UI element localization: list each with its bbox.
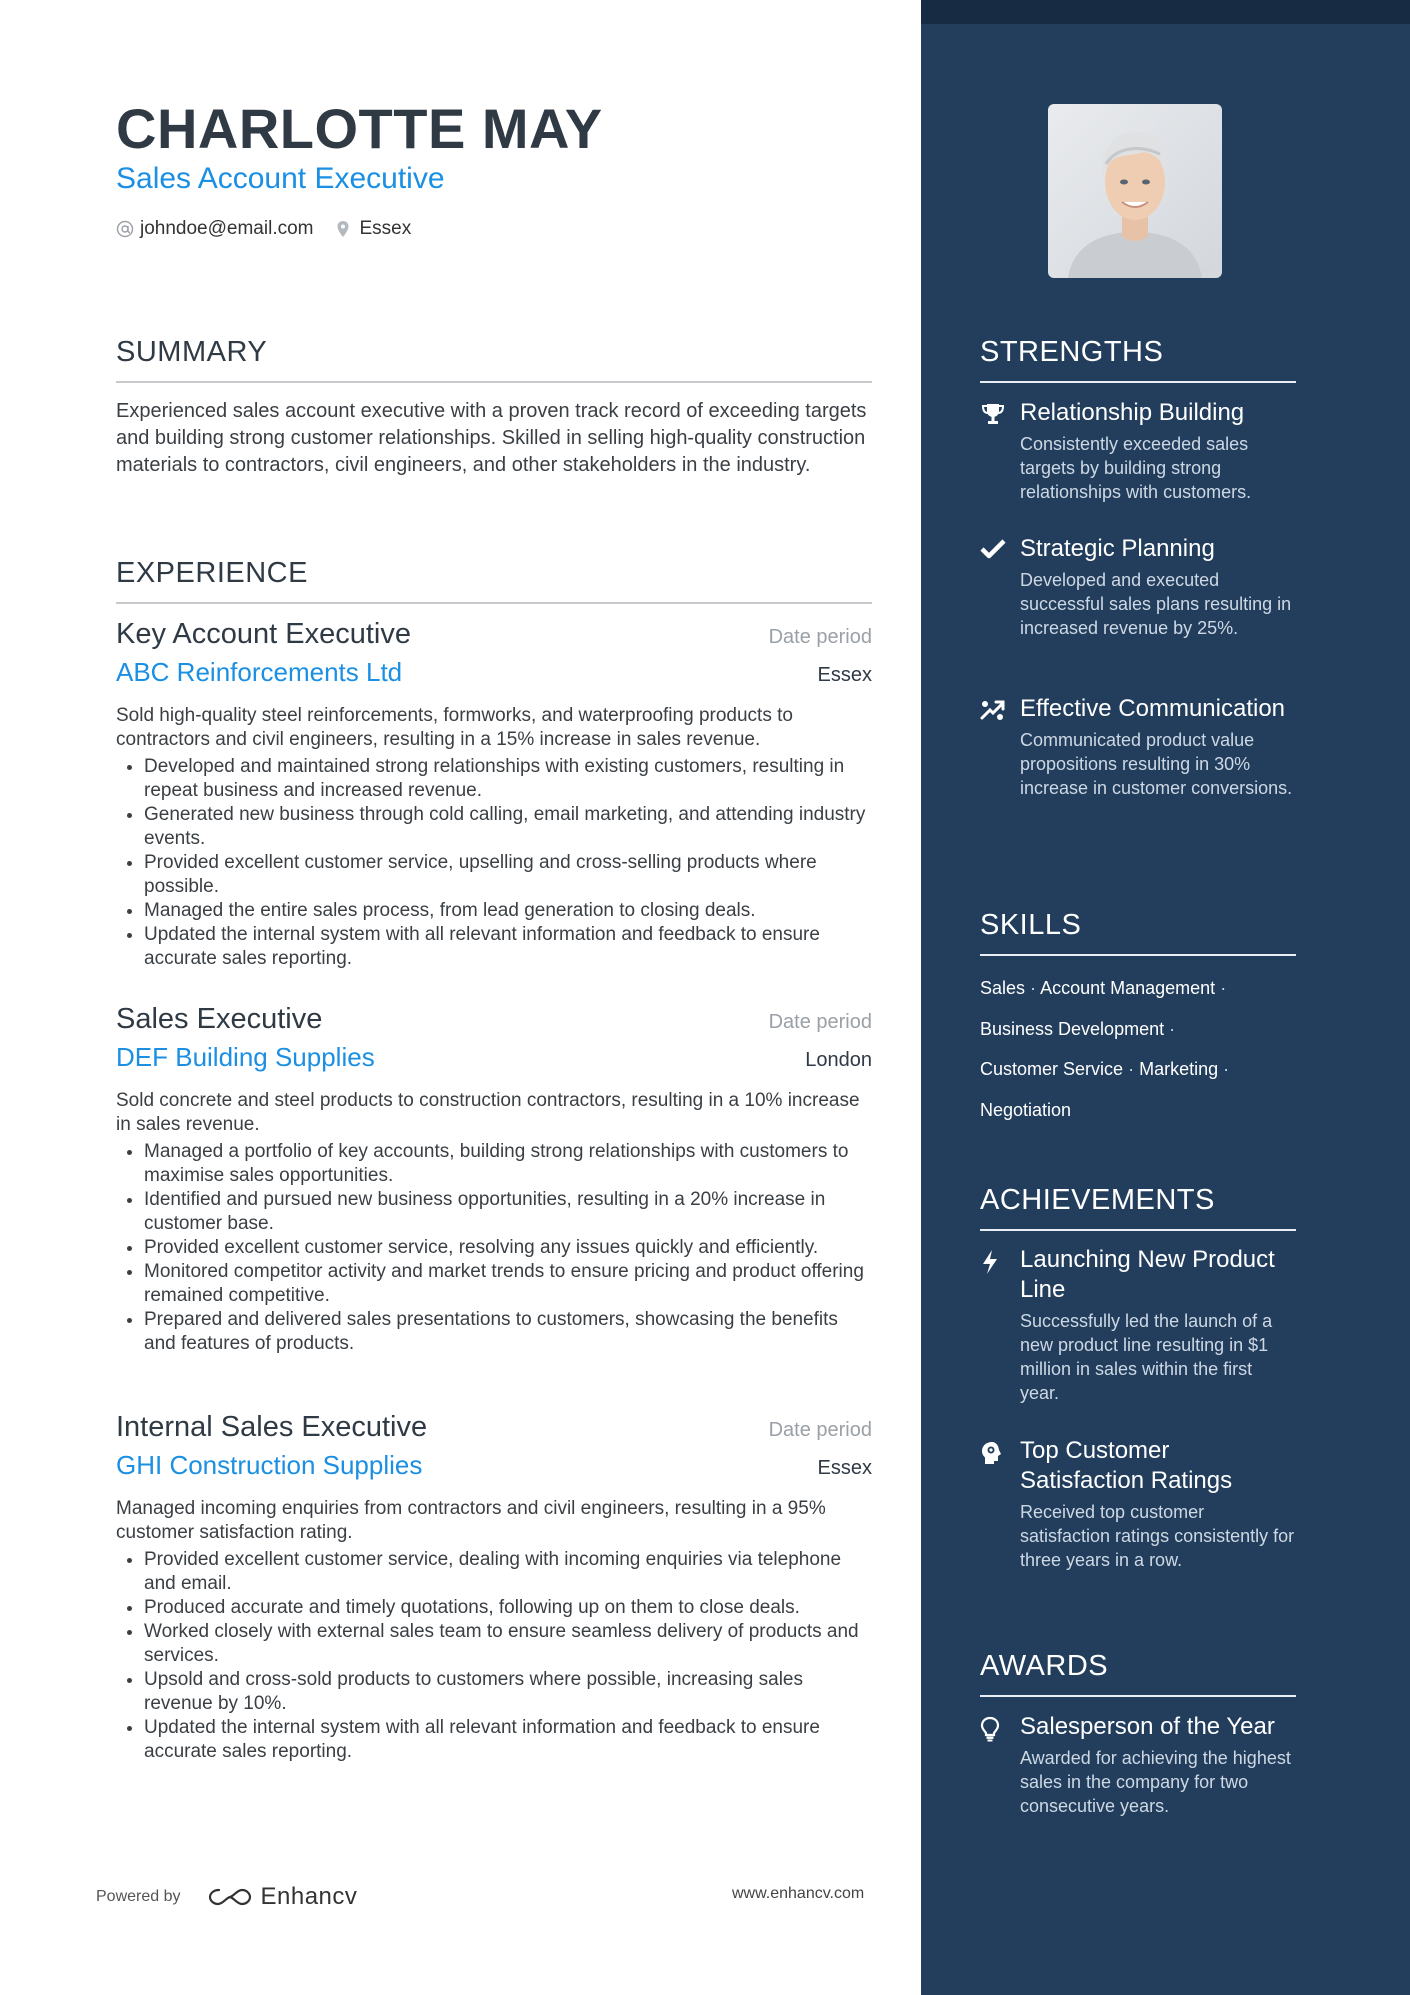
skill-separator: ·	[1030, 978, 1037, 998]
job-date: Date period	[768, 1419, 872, 1441]
achievement-item	[980, 1245, 1296, 1405]
achievements-heading: ACHIEVEMENTS	[980, 1184, 1296, 1231]
powered-by	[96, 1883, 357, 1911]
skill-item: Sales	[980, 978, 1026, 998]
job-bullet: • Monitored competitor activity and market trends to ensure pricing and product offering remained competitive.	[144, 1260, 872, 1308]
enhancv-logo-icon	[207, 1886, 253, 1908]
strengths-heading: STRENGTHS	[980, 336, 1296, 383]
skill-item: Account Management	[1040, 978, 1216, 998]
handshake-icon	[980, 694, 1020, 800]
skill-item: Marketing	[1139, 1059, 1219, 1080]
summary-heading: SUMMARY	[116, 336, 872, 383]
job-bullet: • Prepared and delivered sales presentations to customers, showcasing the benefits and features of products.	[144, 1308, 872, 1356]
job-role: Internal Sales Executive	[116, 1411, 428, 1443]
lightbulb-icon	[980, 1712, 1020, 1818]
website-link[interactable]: www.enhancv.com	[732, 1885, 865, 1902]
job-description: Sold high-quality steel reinforcements, formworks, and waterproofing products to contractors and civil engineers, resulting in a 15% increase in sales revenue.	[116, 705, 793, 750]
contact-row	[116, 218, 411, 240]
job-date: Date period	[768, 1011, 872, 1033]
strength-title: Relationship Building	[1020, 399, 1245, 426]
job-location: Essex	[817, 1457, 872, 1479]
enhancv-logo-text: Enhancv	[260, 1883, 358, 1910]
strength-desc: Developed and executed successful sales plans resulting in increased revenue by 25%.	[1020, 570, 1292, 638]
skill-item: Business Development	[980, 1018, 1165, 1039]
skill-separator: ·	[1223, 1059, 1230, 1080]
lightning-bolt-icon	[980, 1245, 1020, 1405]
job-bullets	[116, 755, 872, 971]
contact-email[interactable]: johndoe@email.com	[140, 218, 314, 239]
skill-separator: ·	[1169, 1018, 1176, 1039]
strength-item	[980, 534, 1296, 640]
strength-title: Effective Communication	[1020, 695, 1286, 722]
award-item	[980, 1712, 1296, 1818]
summary-text: Experienced sales account executive with a proven track record of exceeding targets and building strong customer relationships. Skilled in selling high-quality construction materials to contractors, civil engineers, and other stakeholders in the industry.	[116, 400, 867, 476]
powered-by-label: Powered by	[96, 1888, 181, 1905]
trophy-icon	[980, 398, 1020, 504]
job-bullet: • Identified and pursued new business opportunities, resulting in a 20% increase in customer base.	[144, 1188, 872, 1236]
strength-desc: Consistently exceeded sales targets by building strong relationships with customers.	[1020, 434, 1252, 502]
skill-item: Negotiation	[980, 1099, 1072, 1120]
enhancv-logo[interactable]	[207, 1883, 358, 1911]
award-desc: Awarded for achieving the highest sales in the company for two consecutive years.	[1020, 1748, 1291, 1816]
job-bullet: • Provided excellent customer service, upselling and cross-selling products where possible.	[144, 851, 872, 899]
skills-heading: SKILLS	[980, 909, 1296, 956]
job-bullet: • Provided excellent customer service, resolving any issues quickly and efficiently.	[144, 1236, 872, 1260]
sidebar	[921, 0, 1410, 1995]
job-bullets	[116, 1548, 872, 1764]
profile-photo	[1048, 104, 1222, 278]
candidate-title: Sales Account Executive	[116, 162, 445, 195]
job-description: Managed incoming enquiries from contractors and civil engineers, resulting in a 95% customer satisfaction rating.	[116, 1498, 826, 1543]
job-bullet: • Managed a portfolio of key accounts, building strong relationships with customers to maximise sales opportunities.	[144, 1140, 872, 1188]
achievement-item	[980, 1436, 1296, 1572]
candidate-name: CHARLOTTE MAY	[116, 97, 603, 160]
job-company[interactable]: ABC Reinforcements Ltd	[116, 657, 403, 687]
experience-entry	[116, 1411, 872, 1764]
job-bullet: • Upsold and cross-sold products to customers where possible, increasing sales revenue by 10%.	[144, 1668, 872, 1716]
award-title: Salesperson of the Year	[1020, 1713, 1275, 1740]
job-location: Essex	[817, 664, 872, 686]
job-bullet: • Managed the entire sales process, from lead generation to closing deals.	[144, 899, 872, 923]
job-role: Key Account Executive	[116, 618, 411, 650]
head-brain-icon	[980, 1436, 1020, 1572]
job-role: Sales Executive	[116, 1003, 323, 1035]
job-company[interactable]: GHI Construction Supplies	[116, 1450, 423, 1480]
skill-separator: ·	[1128, 1059, 1135, 1080]
at-icon	[116, 220, 136, 238]
job-bullet: • Generated new business through cold calling, email marketing, and attending industry events.	[144, 803, 872, 851]
job-bullet: • Updated the internal system with all relevant information and feedback to ensure accurate sales reporting.	[144, 1716, 872, 1764]
experience-entry	[116, 1003, 872, 1356]
experience-heading: EXPERIENCE	[116, 557, 872, 604]
skill-separator: ·	[1220, 978, 1227, 998]
job-bullet: • Produced accurate and timely quotations, following up on them to close deals.	[144, 1596, 872, 1620]
achievement-desc: Received top customer satisfaction ratings consistently for three years in a row.	[1020, 1502, 1295, 1570]
awards-heading: AWARDS	[980, 1650, 1296, 1697]
sidebar-top-bar	[921, 0, 1410, 24]
job-bullets	[116, 1140, 872, 1356]
job-bullet: • Developed and maintained strong relationships with existing customers, resulting in repeat business and increased revenue.	[144, 755, 872, 803]
achievement-title: Launching New Product Line	[1020, 1246, 1275, 1303]
skills-list	[980, 968, 1300, 1130]
strength-item	[980, 694, 1296, 800]
job-bullet: • Worked closely with external sales team to ensure seamless delivery of products and services.	[144, 1620, 872, 1668]
job-location: London	[805, 1049, 872, 1071]
strength-item	[980, 398, 1296, 504]
strength-desc: Communicated product value propositions resulting in 30% increase in customer conversions.	[1020, 730, 1293, 798]
job-date: Date period	[768, 626, 872, 648]
checkmark-icon	[980, 534, 1020, 640]
map-pin-icon	[336, 220, 356, 238]
strength-title: Strategic Planning	[1020, 535, 1215, 562]
job-bullet: • Provided excellent customer service, dealing with incoming enquiries via telephone and email.	[144, 1548, 872, 1596]
achievement-desc: Successfully led the launch of a new product line resulting in $1 million in sales within the first year.	[1020, 1311, 1273, 1403]
skill-item: Customer Service	[980, 1059, 1124, 1080]
job-company[interactable]: DEF Building Supplies	[116, 1042, 375, 1072]
achievement-title: Top Customer Satisfaction Ratings	[1020, 1437, 1233, 1494]
contact-location: Essex	[359, 218, 412, 239]
job-bullet: • Updated the internal system with all relevant information and feedback to ensure accurate sales reporting.	[144, 923, 872, 971]
experience-entry	[116, 618, 872, 971]
job-description: Sold concrete and steel products to construction contractors, resulting in a 10% increase in sales revenue.	[116, 1090, 860, 1135]
